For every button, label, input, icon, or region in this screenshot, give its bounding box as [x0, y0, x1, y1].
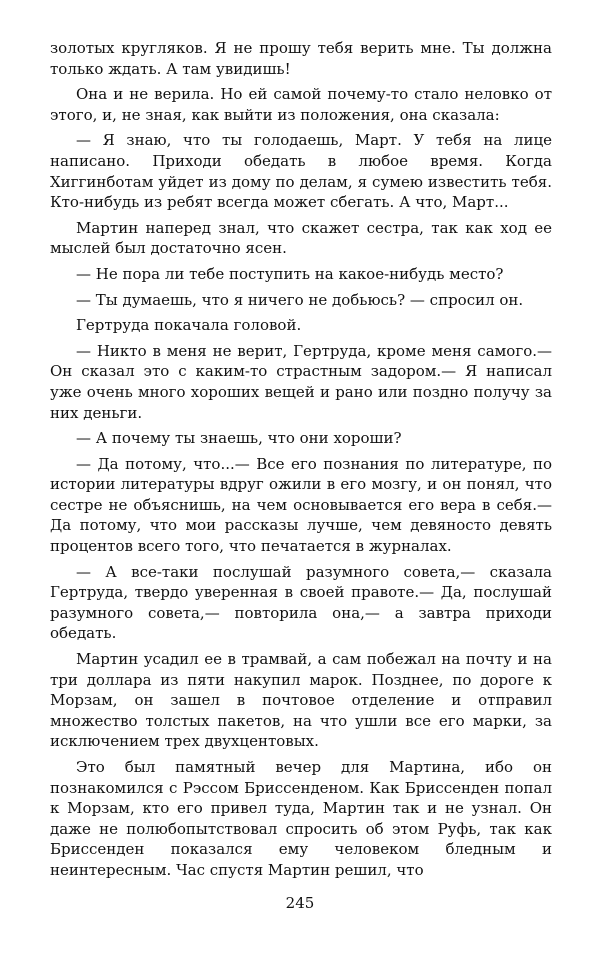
paragraph: — Ты думаешь, что я ничего не добьюсь? — спросил он.	[76, 290, 524, 309]
paragraph: — Я знаю, что ты голодаешь, Март. У тебя на лице написано. Приходи обедать в любое время. Когда Хиггинботам уйдет из дому по делам, я сумею известить тебя. Кто-нибудь из ребят всегда может сбегать. А что, Март...	[50, 131, 552, 212]
page-body-text	[50, 38, 552, 881]
paragraph: Гертруда покачала головой.	[76, 316, 302, 335]
paragraph: Это был памятный вечер для Мартина, ибо он познакомился с Рэссом Бриссенденом. Как Бриссенден попал к Морзам, кто его привел туда, Мартин так и не узнал. Он даже не полюбопытствовал спросить об этом Руфь, так как Бриссенден показался ему человеком бледным и неинтересным. Час спустя Мартин решил, что	[50, 758, 552, 879]
paragraph: — Не пора ли тебе поступить на какое-нибудь место?	[76, 264, 504, 283]
paragraph: — А все-таки послушай разумного совета,— сказала Гертруда, твердо уверенная в своей правоте.— Да, послушай разумного совета,— повторила она,— а завтра приходи обедать.	[50, 562, 552, 643]
paragraph: золотых кругляков. Я не прошу тебя верить мне. Ты должна только ждать. А там увидишь!	[50, 39, 552, 78]
paragraph: — Да потому, что...— Все его познания по литературе, по истории литературы вдруг ожили в его мозгу, и он понял, что сестре не объяснишь, на чем основывается его вера в себя.— Да потому, что мои рассказы лучше, чем девяносто девять процентов всего того, что печатается в журналах.	[50, 454, 552, 556]
paragraph: — А почему ты знаешь, что они хороши?	[76, 429, 402, 448]
paragraph: Мартин усадил ее в трамвай, а сам побежал на почту и на три доллара из пяти накупил марок. Позднее, по дороге к Морзам, он зашел в почтовое отделение и отправил множество толстых пакетов, на что ушли все его марки, за исключением трех двухцентовых.	[50, 650, 552, 751]
paragraph: Мартин наперед знал, что скажет сестра, так как ход ее мыслей был достаточно ясен.	[50, 218, 552, 258]
paragraph: — Никто в меня не верит, Гертруда, кроме меня самого.— Он сказал это с каким-то страстным задором.— Я написал уже очень много хороших вещей и рано или поздно получу за них деньги.	[50, 341, 552, 422]
page-number: 245	[285, 894, 315, 912]
paragraph: Она и не верила. Но ей самой почему-то стало неловко от этого, и, не зная, как выйти из положения, она сказала:	[50, 85, 552, 124]
